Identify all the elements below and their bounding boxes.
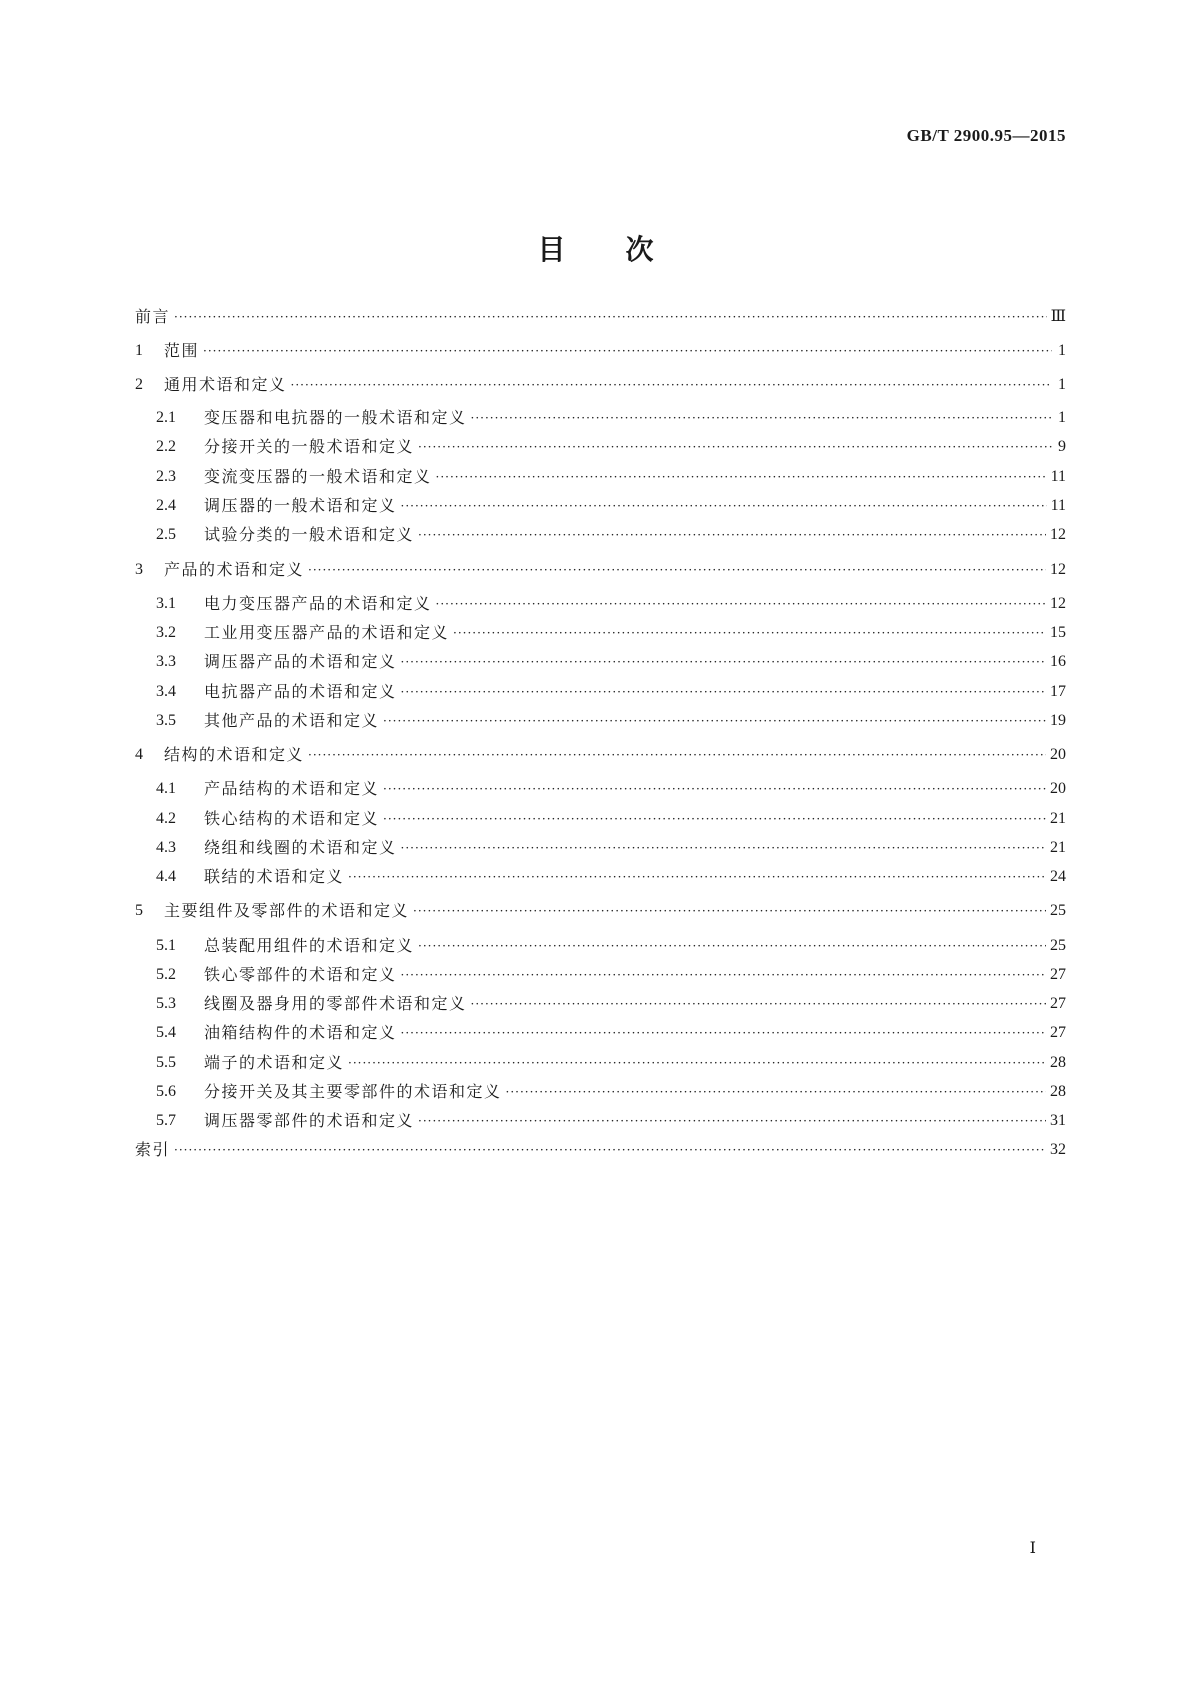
toc-entry-text: 油箱结构件的术语和定义 — [204, 1023, 397, 1042]
toc-entry-page: 28 — [1050, 1054, 1066, 1071]
toc-leader-dots — [418, 1109, 1046, 1133]
toc-entry-3-4[interactable] — [156, 680, 1066, 704]
toc-entry-number: 1 — [135, 342, 143, 359]
toc-entry-5-6[interactable] — [156, 1080, 1066, 1104]
toc-entry-number: 5.6 — [156, 1083, 176, 1100]
toc-entry-2-3[interactable] — [156, 465, 1066, 489]
toc-entry-page: 1 — [1058, 376, 1066, 393]
toc-entry-page: 28 — [1050, 1083, 1066, 1100]
toc-entry-5-5[interactable] — [156, 1051, 1066, 1075]
toc-entry-3-3[interactable] — [156, 650, 1066, 674]
toc-entry-number: 4.2 — [156, 810, 176, 827]
toc-entry-number: 3.1 — [156, 595, 176, 612]
toc-entry-page: 21 — [1050, 810, 1066, 827]
toc-entry-4-2[interactable] — [156, 807, 1066, 831]
toc-leader-dots — [174, 1138, 1046, 1162]
toc-entry-page: 12 — [1050, 561, 1066, 578]
toc-leader-dots — [174, 305, 1047, 329]
toc-entry-text: 铁心结构的术语和定义 — [204, 809, 380, 828]
toc-leader-dots — [436, 592, 1046, 616]
toc-entry-number: 2.1 — [156, 409, 176, 426]
toc-leader-dots — [308, 558, 1046, 582]
toc-entry-4-3[interactable] — [156, 836, 1066, 860]
toc-entry-number: 5.7 — [156, 1112, 176, 1129]
toc-entry-text: 工业用变压器产品的术语和定义 — [204, 623, 450, 642]
toc-leader-dots — [348, 1051, 1046, 1075]
toc-entry-number: 2.3 — [156, 468, 176, 485]
toc-leader-dots — [401, 650, 1046, 674]
toc-entry-3-1[interactable] — [156, 592, 1066, 616]
toc-title: 目次 — [537, 233, 714, 266]
toc-entry-5-2[interactable] — [156, 963, 1066, 987]
toc-entry-3-5[interactable] — [156, 709, 1066, 733]
toc-entry-2-4[interactable] — [156, 494, 1066, 518]
toc-entry-page: 12 — [1050, 595, 1066, 612]
toc-entry-2[interactable] — [135, 373, 1066, 397]
standard-code: GB/T 2900.95—2015 — [906, 126, 1066, 145]
toc-entry-number: 5.4 — [156, 1024, 176, 1041]
toc-leader-dots — [401, 680, 1046, 704]
toc-leader-dots — [418, 435, 1052, 459]
toc-entry-1[interactable] — [135, 339, 1066, 363]
toc-entry-5-1[interactable] — [156, 934, 1066, 958]
toc-entry-5-4[interactable] — [156, 1021, 1066, 1045]
toc-entry-page: 19 — [1050, 712, 1066, 729]
toc-entry-text: 调压器的一般术语和定义 — [204, 496, 397, 515]
toc-leader-dots — [413, 899, 1046, 923]
toc-entry-page: 27 — [1050, 1024, 1066, 1041]
toc-entry-page: 9 — [1058, 438, 1066, 455]
toc-leader-dots — [418, 523, 1046, 547]
toc-entry-number: 3.2 — [156, 624, 176, 641]
toc-entry-number: 5.3 — [156, 995, 176, 1012]
toc-entry-number: 2.2 — [156, 438, 176, 455]
toc-entry-number: 5.1 — [156, 937, 176, 954]
toc-leader-dots — [471, 406, 1052, 430]
toc-entry-page: 20 — [1050, 780, 1066, 797]
toc-entry-page: Ⅲ — [1050, 308, 1066, 325]
toc-entry-3-2[interactable] — [156, 621, 1066, 645]
toc-entry-text: 调压器产品的术语和定义 — [204, 652, 397, 671]
toc-entry-page: 25 — [1050, 902, 1066, 919]
toc-entry-page: 15 — [1050, 624, 1066, 641]
toc-leader-dots — [506, 1080, 1046, 1104]
toc-entry-page: 12 — [1050, 526, 1066, 543]
toc-entry-number: 3.5 — [156, 712, 176, 729]
toc-leader-dots — [291, 373, 1052, 397]
toc-entry-text: 试验分类的一般术语和定义 — [204, 525, 415, 544]
toc-entry-text: 产品的术语和定义 — [164, 560, 305, 579]
toc-entry-page: 20 — [1050, 746, 1066, 763]
toc-entry-4[interactable] — [135, 743, 1066, 767]
toc-leader-dots — [383, 709, 1046, 733]
toc-entry-number: 5.2 — [156, 966, 176, 983]
toc-entry-text: 分接开关的一般术语和定义 — [204, 437, 415, 456]
toc-entry-number: 4.1 — [156, 780, 176, 797]
toc-entry-text: 调压器零部件的术语和定义 — [204, 1111, 415, 1130]
toc-entry-5[interactable] — [135, 899, 1066, 923]
toc-entry-page: 11 — [1050, 497, 1066, 514]
toc-entry-page: 17 — [1050, 683, 1066, 700]
toc-entry-2-1[interactable] — [156, 406, 1066, 430]
toc-entry-text: 范围 — [164, 341, 200, 360]
toc-entry-text: 电抗器产品的术语和定义 — [204, 682, 397, 701]
toc-entry-preface[interactable] — [135, 305, 1066, 329]
toc-leader-dots — [453, 621, 1046, 645]
toc-entry-text: 端子的术语和定义 — [204, 1053, 345, 1072]
toc-leader-dots — [348, 865, 1046, 889]
page-number: Ⅰ — [1029, 1540, 1036, 1557]
toc-entry-text: 产品结构的术语和定义 — [204, 779, 380, 798]
toc-entry-text: 铁心零部件的术语和定义 — [204, 965, 397, 984]
toc-entry-text: 分接开关及其主要零部件的术语和定义 — [204, 1082, 502, 1101]
toc-entry-5-3[interactable] — [156, 992, 1066, 1016]
toc-entry-3[interactable] — [135, 558, 1066, 582]
toc-entry-text: 结构的术语和定义 — [164, 745, 305, 764]
toc-entry-text: 线圈及器身用的零部件术语和定义 — [204, 994, 467, 1013]
toc-entry-text: 电力变压器产品的术语和定义 — [204, 594, 432, 613]
toc-entry-text: 前言 — [135, 307, 171, 326]
toc-entry-number: 5 — [135, 902, 143, 919]
toc-entry-page: 16 — [1050, 653, 1066, 670]
toc-entry-2-5[interactable] — [156, 523, 1066, 547]
toc-leader-dots — [308, 743, 1046, 767]
toc-entry-text: 总装配用组件的术语和定义 — [204, 936, 415, 955]
toc-leader-dots — [471, 992, 1046, 1016]
toc-leader-dots — [383, 777, 1046, 801]
toc-entry-page: 24 — [1050, 868, 1066, 885]
toc-entry-text: 其他产品的术语和定义 — [204, 711, 380, 730]
toc-leader-dots — [203, 339, 1052, 363]
toc-entry-number: 3.4 — [156, 683, 176, 700]
toc-entry-number: 2.4 — [156, 497, 176, 514]
toc-entry-number: 2 — [135, 376, 143, 393]
toc-entry-4-4[interactable] — [156, 865, 1066, 889]
toc-entry-page: 21 — [1050, 839, 1066, 856]
toc-entry-page: 1 — [1058, 342, 1066, 359]
toc-leader-dots — [383, 807, 1046, 831]
toc-entry-number: 4 — [135, 746, 143, 763]
toc-entry-page: 1 — [1058, 409, 1066, 426]
toc-entry-text: 索引 — [135, 1140, 171, 1159]
toc-leader-dots — [401, 1021, 1046, 1045]
toc-leader-dots — [436, 465, 1047, 489]
toc-entry-page: 27 — [1050, 995, 1066, 1012]
toc-entry-page: 27 — [1050, 966, 1066, 983]
toc-entry-page: 25 — [1050, 937, 1066, 954]
toc-entry-text: 变流变压器的一般术语和定义 — [204, 467, 432, 486]
toc-leader-dots — [401, 494, 1047, 518]
toc-entry-text: 绕组和线圈的术语和定义 — [204, 838, 397, 857]
toc-leader-dots — [401, 963, 1046, 987]
toc-entry-text: 通用术语和定义 — [164, 375, 287, 394]
toc-entry-4-1[interactable] — [156, 777, 1066, 801]
toc-entry-page: 32 — [1050, 1141, 1066, 1158]
toc-entry-index[interactable] — [135, 1138, 1066, 1162]
toc-leader-dots — [401, 836, 1046, 860]
toc-entry-number: 4.4 — [156, 868, 176, 885]
toc-entry-2-2[interactable] — [156, 435, 1066, 459]
toc-leader-dots — [418, 934, 1046, 958]
toc-entry-page: 11 — [1050, 468, 1066, 485]
toc-entry-text: 联结的术语和定义 — [204, 867, 345, 886]
toc-entry-5-7[interactable] — [156, 1109, 1066, 1133]
toc-entry-text: 主要组件及零部件的术语和定义 — [164, 901, 410, 920]
toc-entry-number: 3.3 — [156, 653, 176, 670]
toc-entry-number: 5.5 — [156, 1054, 176, 1071]
toc-entry-number: 3 — [135, 561, 143, 578]
toc-entry-number: 4.3 — [156, 839, 176, 856]
toc-entry-text: 变压器和电抗器的一般术语和定义 — [204, 408, 467, 427]
toc-entry-number: 2.5 — [156, 526, 176, 543]
toc-entry-page: 31 — [1050, 1112, 1066, 1129]
